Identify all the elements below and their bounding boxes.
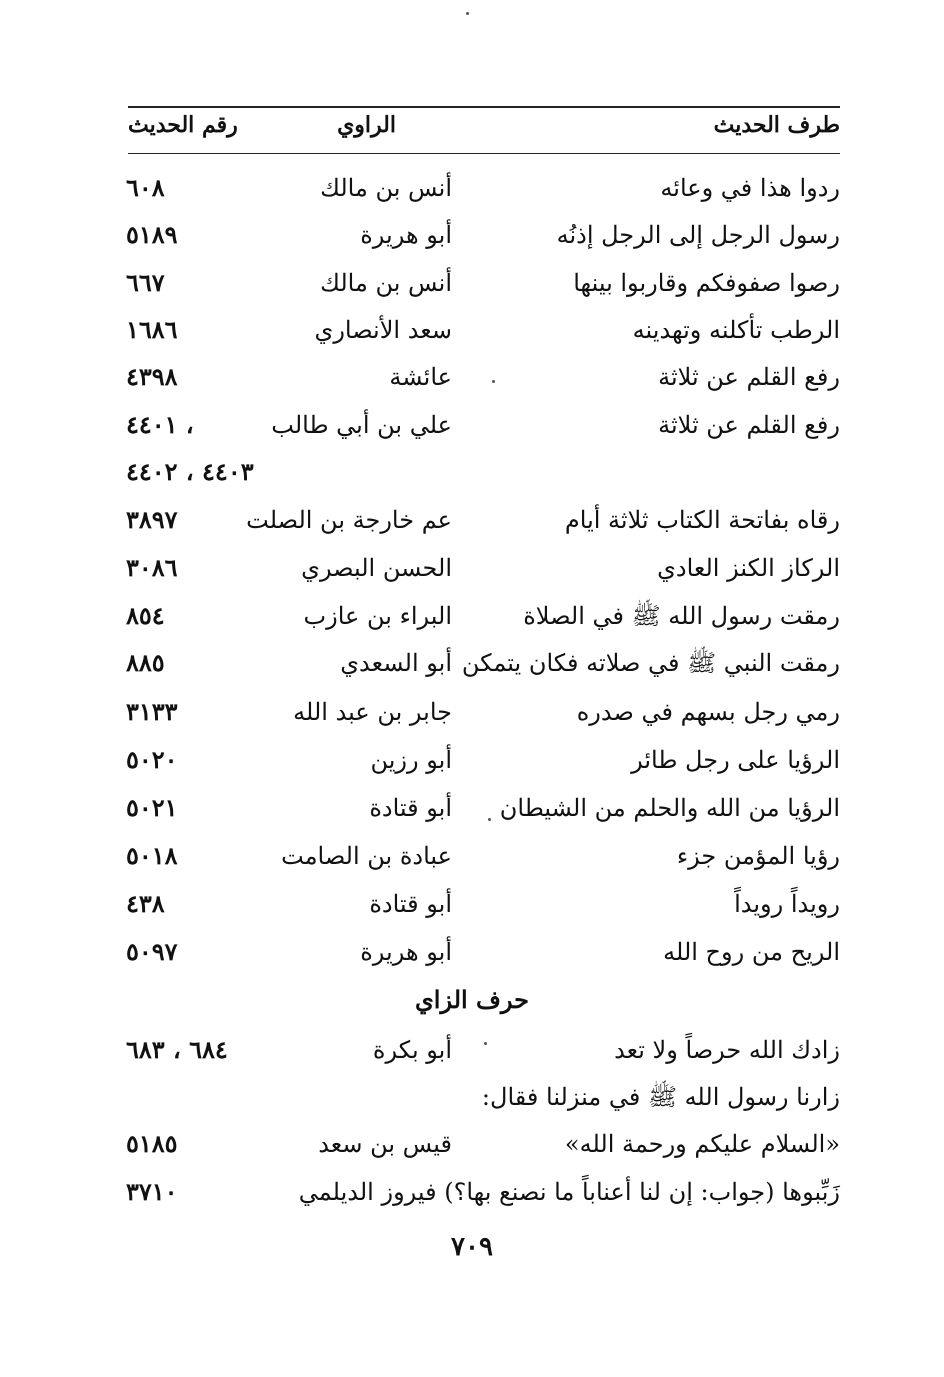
narrator-name: جابر بن عبد الله	[293, 698, 452, 726]
table-row	[0, 788, 944, 828]
hadith-number: ٨٨٥	[126, 648, 165, 677]
hadith-text: زَبِّبوها (جواب: إن لنا أعناباً ما نصنع بها؟) فيروز الديلمي	[298, 1178, 840, 1206]
hadith-text: رمقت رسول الله ﷺ في الصلاة	[523, 602, 840, 630]
hadith-number: ٣٧١٠	[126, 1177, 178, 1206]
hadith-number: ٥١٨٩	[126, 220, 178, 249]
speck	[484, 1042, 487, 1045]
hadith-number: ٥٠٢٠	[126, 745, 178, 774]
table-row	[0, 215, 944, 255]
hadith-number: ٤٣٨	[126, 889, 165, 918]
narrator-name: علي بن أبي طالب	[271, 411, 452, 439]
hadith-text: رصوا صفوفكم وقاربوا بينها	[573, 269, 840, 297]
hadith-text: الرطب تأكلنه وتهدينه	[632, 316, 840, 344]
section-title: حرف الزاي	[415, 985, 529, 1014]
hadith-number: ١٦٨٦	[126, 315, 178, 344]
speck	[492, 380, 495, 383]
page-number: ٧٠٩	[451, 1232, 493, 1262]
hadith-text: الركاز الكنز العادي	[657, 554, 840, 582]
narrator-name: أبو قتادة	[369, 890, 452, 918]
narrator-name: أنس بن مالك	[320, 174, 452, 202]
hadith-text: رمي رجل بسهم في صدره	[576, 698, 840, 726]
narrator-name: سعد الأنصاري	[314, 316, 452, 344]
hadith-number: ٣١٣٣	[126, 697, 178, 726]
hadith-number: ٤٤٠١ ،	[126, 410, 194, 439]
table-row	[0, 500, 944, 540]
header-hadith-number: رقم الحديث	[128, 112, 238, 138]
hadith-number: ٤٣٩٨	[126, 362, 178, 391]
speck	[488, 818, 491, 821]
table-row	[0, 692, 944, 732]
hadith-text: رفع القلم عن ثلاثة	[658, 363, 840, 391]
table-row	[0, 596, 944, 636]
table-row	[0, 1124, 944, 1164]
hadith-text: ردوا هذا في وعائه	[660, 174, 840, 202]
table-row	[0, 1030, 944, 1070]
narrator-name: قيس بن سعد	[318, 1130, 452, 1158]
hadith-text: «السلام عليكم ورحمة الله»	[564, 1130, 840, 1158]
table-row	[0, 168, 944, 208]
narrator-name: أبو هريرة	[360, 221, 452, 249]
table-row	[0, 310, 944, 350]
hadith-number: ٨٥٤	[126, 601, 165, 630]
narrator-name: البراء بن عازب	[303, 602, 452, 630]
hadith-text: رؤيا المؤمن جزء	[676, 842, 840, 870]
narrator-name: أبو السعدي	[340, 649, 452, 677]
header-rule	[128, 153, 840, 154]
table-row	[0, 452, 944, 492]
hadith-number: ٦٠٨	[126, 173, 165, 202]
narrator-name: عم خارجة بن الصلت	[246, 506, 452, 534]
hadith-number: ٥٠٢١	[126, 793, 178, 822]
narrator-name: أنس بن مالك	[320, 269, 452, 297]
hadith-text: رويداً رويداً	[734, 890, 840, 918]
header-narrator: الراوي	[337, 112, 396, 138]
hadith-text: رسول الرجل إلى الرجل إذنُه	[556, 221, 840, 249]
hadith-text: رمقت النبي ﷺ في صلاته فكان يتمكن	[461, 649, 840, 677]
hadith-number: ٥٠١٨	[126, 841, 178, 870]
speck	[466, 12, 469, 15]
narrator-name: الحسن البصري	[301, 554, 452, 582]
header-hadith-text: طرف الحديث	[713, 112, 840, 138]
narrator-name: عبادة بن الصامت	[281, 842, 452, 870]
narrator-name: أبو رزين	[370, 746, 452, 774]
hadith-text: زادك الله حرصاً ولا تعد	[614, 1036, 840, 1064]
table-row	[0, 740, 944, 780]
top-rule	[128, 106, 840, 108]
table-row	[0, 357, 944, 397]
table-row	[0, 1172, 944, 1212]
narrator-name: عائشة	[389, 363, 452, 391]
table-row	[0, 836, 944, 876]
table-row	[0, 932, 944, 972]
table-row	[0, 548, 944, 588]
hadith-number: ٥١٨٥	[126, 1129, 178, 1158]
hadith-text: الريح من روح الله	[663, 938, 840, 966]
hadith-number: ٦٦٧	[126, 268, 165, 297]
table-row	[0, 643, 944, 683]
table-row	[0, 884, 944, 924]
narrator-name: أبو قتادة	[369, 794, 452, 822]
table-row	[0, 405, 944, 445]
hadith-number: ٣٠٨٦	[126, 553, 178, 582]
table-row	[0, 1077, 944, 1117]
hadith-number: ٤٤٠٣ ، ٤٤٠٢	[126, 457, 254, 486]
hadith-number: ٥٠٩٧	[126, 937, 178, 966]
table-row	[0, 263, 944, 303]
hadith-text: رفع القلم عن ثلاثة	[658, 411, 840, 439]
hadith-text: رقاه بفاتحة الكتاب ثلاثة أيام	[564, 506, 840, 534]
hadith-text: زارنا رسول الله ﷺ في منزلنا فقال:	[481, 1083, 840, 1111]
hadith-number: ٦٨٤ ، ٦٨٣	[126, 1035, 228, 1064]
hadith-text: الرؤيا من الله والحلم من الشيطان	[499, 794, 840, 822]
narrator-name: أبو بكرة	[372, 1036, 452, 1064]
narrator-name: أبو هريرة	[360, 938, 452, 966]
hadith-text: الرؤيا على رجل طائر	[631, 746, 840, 774]
hadith-number: ٣٨٩٧	[126, 505, 178, 534]
